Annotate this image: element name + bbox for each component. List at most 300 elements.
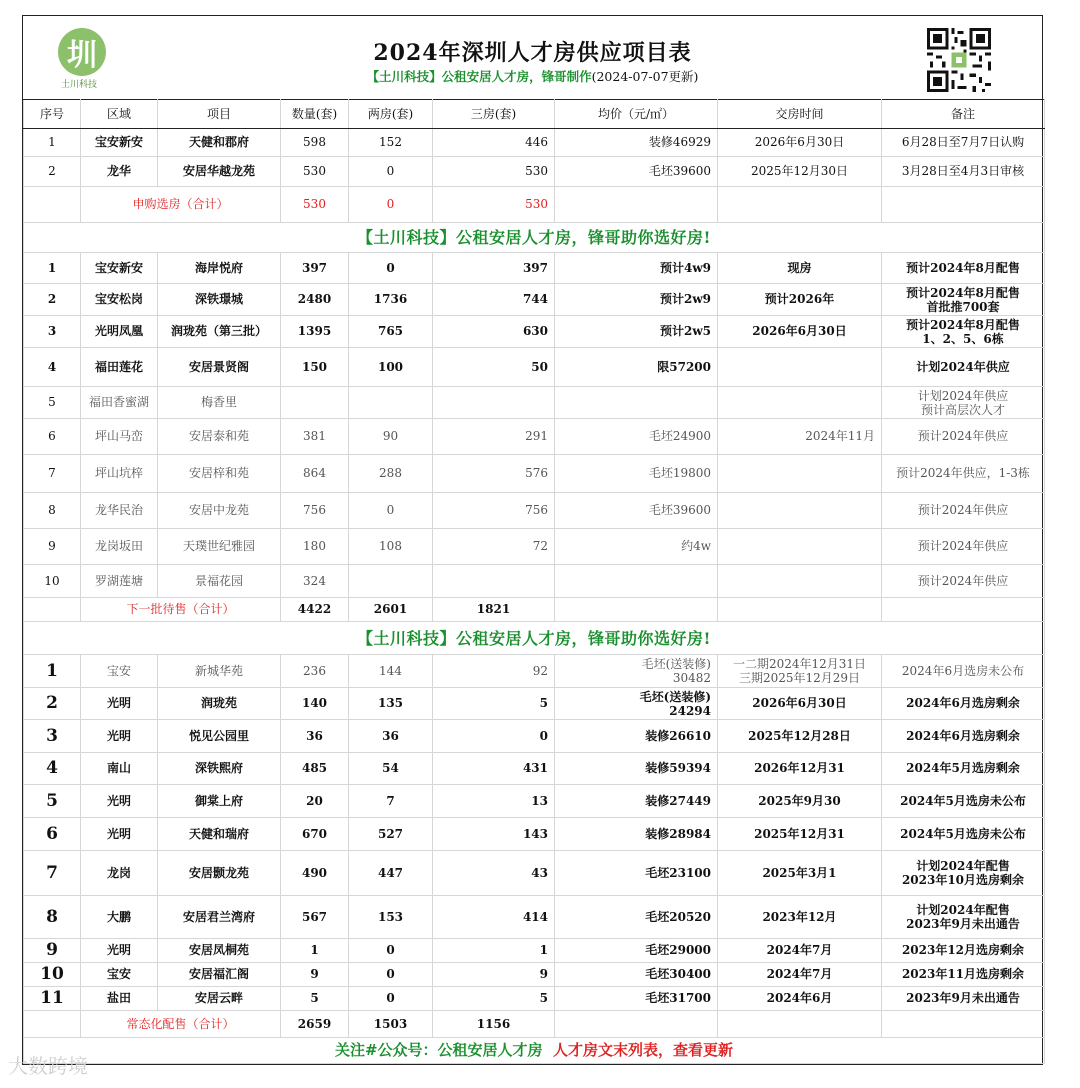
qr-code-icon (927, 28, 991, 92)
row-project: 新城华苑 (158, 655, 281, 688)
row-project: 安居颢龙苑 (158, 851, 281, 896)
row-two-room: 0 (349, 157, 433, 187)
row-qty: 670 (281, 818, 349, 851)
row-project: 御棠上府 (158, 785, 281, 818)
table-row (24, 129, 1045, 157)
row-three-room: 630 (433, 316, 555, 348)
row-three-room: 5 (433, 688, 555, 720)
row-price: 装修59394 (555, 753, 718, 785)
row-price-line1: 毛坯(送装修) (639, 689, 711, 704)
banner-text: 【土川科技】公租安居人才房，锋哥助你选好房! (24, 622, 1045, 655)
row-three-room: 744 (433, 284, 555, 316)
row-note-line2: 首批推700套 (926, 299, 1000, 314)
row-area: 光明 (81, 818, 158, 851)
footer-highlight: 人才房文末列表，查看更新 (553, 1041, 734, 1059)
row-price: 装修27449 (555, 785, 718, 818)
col-header-area: 区域 (81, 100, 158, 129)
row-two-room: 36 (349, 720, 433, 753)
row-delivery: 现房 (718, 253, 882, 284)
row-area: 福田香蜜湖 (81, 387, 158, 419)
row-two-room: 765 (349, 316, 433, 348)
table-row (24, 963, 1045, 987)
row-three-room: 43 (433, 851, 555, 896)
watermark: 大数跨境 (8, 1054, 88, 1078)
total-qty: 2659 (281, 1011, 349, 1038)
table-row (24, 753, 1045, 785)
row-area: 宝安 (81, 963, 158, 987)
row-note: 2023年11月选房剩余 (882, 963, 1045, 987)
row-note: 2024年5月选房未公布 (882, 785, 1045, 818)
row-two-room: 0 (349, 939, 433, 963)
row-no: 3 (24, 316, 81, 348)
row-no: 2 (24, 157, 81, 187)
row-price: 毛坯19800 (555, 455, 718, 493)
row-note (882, 284, 1045, 316)
row-qty: 1395 (281, 316, 349, 348)
row-note-line1: 计划2024年供应 (917, 388, 1009, 403)
subtitle-date: (2024-07-07更新) (591, 69, 699, 84)
row-no: 10 (24, 963, 81, 987)
row-area: 大鹏 (81, 896, 158, 939)
total-two-room: 0 (349, 187, 433, 223)
row-project: 深铁璟城 (158, 284, 281, 316)
table-row (24, 851, 1045, 896)
row-delivery: 2025年12月28日 (718, 720, 882, 753)
row-note (882, 316, 1045, 348)
total-label: 常态化配售（合计） (81, 1011, 281, 1038)
page-subtitle (23, 67, 1042, 85)
row-note-line2: 预计高层次人才 (920, 402, 1005, 417)
row-two-room: 288 (349, 455, 433, 493)
row-three-room: 92 (433, 655, 555, 688)
row-note: 2023年9月未出通告 (882, 987, 1045, 1011)
row-delivery (718, 529, 882, 565)
row-delivery: 2026年6月30日 (718, 316, 882, 348)
row-three-room (433, 565, 555, 598)
row-qty: 324 (281, 565, 349, 598)
row-note: 2024年6月选房未公布 (882, 655, 1045, 688)
row-area: 龙岗坂田 (81, 529, 158, 565)
row-project: 天璞世纪雅园 (158, 529, 281, 565)
total-empty (555, 598, 718, 622)
row-area: 南山 (81, 753, 158, 785)
table-row (24, 688, 1045, 720)
row-area: 宝安松岗 (81, 284, 158, 316)
row-area: 宝安 (81, 655, 158, 688)
row-note (882, 896, 1045, 939)
table-row (24, 785, 1045, 818)
row-qty: 9 (281, 963, 349, 987)
row-three-room: 143 (433, 818, 555, 851)
row-delivery (718, 348, 882, 387)
table-row (24, 565, 1045, 598)
col-header-two-room: 两房(套) (349, 100, 433, 129)
row-delivery: 2024年11月 (718, 419, 882, 455)
row-qty: 36 (281, 720, 349, 753)
row-three-room: 576 (433, 455, 555, 493)
row-price: 毛坯30400 (555, 963, 718, 987)
row-price: 装修26610 (555, 720, 718, 753)
table-row (24, 493, 1045, 529)
row-no: 11 (24, 987, 81, 1011)
row-delivery: 2026年6月30日 (718, 688, 882, 720)
row-no: 8 (24, 896, 81, 939)
row-two-room: 135 (349, 688, 433, 720)
row-note-line2: 2023年10月选房剩余 (901, 873, 1025, 887)
row-qty: 864 (281, 455, 349, 493)
col-header-delivery: 交房时间 (718, 100, 882, 129)
row-two-room (349, 565, 433, 598)
col-header-qty: 数量(套) (281, 100, 349, 129)
total-empty (718, 1011, 882, 1038)
row-qty: 2480 (281, 284, 349, 316)
total-three-room: 1156 (433, 1011, 555, 1038)
table-row (24, 896, 1045, 939)
section-banner-1 (24, 223, 1045, 253)
row-project: 景福花园 (158, 565, 281, 598)
row-note: 6月28日至7月7日认购 (882, 129, 1045, 157)
row-price (555, 688, 718, 720)
table-row (24, 818, 1045, 851)
row-project: 安居景贤阁 (158, 348, 281, 387)
section-regular-sale (24, 655, 1045, 1038)
row-no: 8 (24, 493, 81, 529)
col-header-no: 序号 (24, 100, 81, 129)
row-qty: 485 (281, 753, 349, 785)
row-three-room: 0 (433, 720, 555, 753)
row-three-room: 756 (433, 493, 555, 529)
row-two-room: 54 (349, 753, 433, 785)
row-note (882, 387, 1045, 419)
row-delivery: 2023年12月 (718, 896, 882, 939)
row-delivery: 2026年12月31 (718, 753, 882, 785)
row-project: 安居中龙苑 (158, 493, 281, 529)
row-three-room: 397 (433, 253, 555, 284)
total-spacer (24, 1011, 81, 1038)
row-two-room: 447 (349, 851, 433, 896)
total-label: 下一批待售（合计） (81, 598, 281, 622)
row-price: 毛坯39600 (555, 157, 718, 187)
table-row (24, 253, 1045, 284)
table-row (24, 455, 1045, 493)
row-no: 2 (24, 284, 81, 316)
row-area: 光明 (81, 688, 158, 720)
row-price: 约4w (555, 529, 718, 565)
row-note: 预计2024年供应，1-3栋 (882, 455, 1045, 493)
row-qty: 140 (281, 688, 349, 720)
row-delivery (718, 493, 882, 529)
total-spacer (24, 187, 81, 223)
row-area: 龙岗 (81, 851, 158, 896)
section-upcoming (24, 253, 1045, 622)
row-qty: 756 (281, 493, 349, 529)
row-no: 7 (24, 851, 81, 896)
col-header-three-room: 三房(套) (433, 100, 555, 129)
row-qty: 567 (281, 896, 349, 939)
row-delivery: 2025年12月30日 (718, 157, 882, 187)
footer-note (24, 1038, 1045, 1064)
row-qty: 180 (281, 529, 349, 565)
total-row (24, 1011, 1045, 1038)
row-area: 福田莲花 (81, 348, 158, 387)
row-note-line1: 计划2024年配售 (916, 859, 1010, 873)
table-row (24, 939, 1045, 963)
row-note-line1: 预计2024年8月配售 (906, 317, 1020, 332)
row-two-room: 0 (349, 987, 433, 1011)
row-price-line1: 毛坯(送装修) (641, 657, 711, 671)
row-delivery: 2025年3月1 (718, 851, 882, 896)
row-area: 坪山马峦 (81, 419, 158, 455)
row-delivery: 2025年12月31 (718, 818, 882, 851)
row-qty: 5 (281, 987, 349, 1011)
row-note (882, 851, 1045, 896)
row-note: 预计2024年供应 (882, 565, 1045, 598)
row-no: 4 (24, 348, 81, 387)
row-price: 毛坯23100 (555, 851, 718, 896)
row-note-line1: 预计2024年8月配售 (906, 285, 1020, 300)
row-project: 天健和瑞府 (158, 818, 281, 851)
row-delivery: 预计2026年 (718, 284, 882, 316)
table-row (24, 387, 1045, 419)
row-price: 预计4w9 (555, 253, 718, 284)
row-note-line1: 计划2024年配售 (916, 903, 1010, 917)
row-price-line2: 30482 (672, 671, 711, 685)
row-area: 龙华 (81, 157, 158, 187)
table-row (24, 720, 1045, 753)
row-area: 宝安新安 (81, 253, 158, 284)
total-qty: 530 (281, 187, 349, 223)
row-project: 海岸悦府 (158, 253, 281, 284)
table-row (24, 157, 1045, 187)
row-price-line2: 24294 (669, 703, 711, 718)
row-three-room: 414 (433, 896, 555, 939)
row-price: 预计2w9 (555, 284, 718, 316)
row-price: 毛坯20520 (555, 896, 718, 939)
row-three-room: 72 (433, 529, 555, 565)
row-note: 2024年5月选房未公布 (882, 818, 1045, 851)
row-area: 罗湖莲塘 (81, 565, 158, 598)
row-three-room: 291 (433, 419, 555, 455)
row-no: 9 (24, 529, 81, 565)
row-no: 6 (24, 419, 81, 455)
table-header-row (24, 100, 1045, 129)
total-empty (555, 1011, 718, 1038)
row-two-room: 0 (349, 253, 433, 284)
row-price (555, 565, 718, 598)
total-three-room: 1821 (433, 598, 555, 622)
row-price: 限57200 (555, 348, 718, 387)
row-delivery-line2: 三期2025年12月29日 (738, 671, 861, 685)
row-delivery: 2024年7月 (718, 963, 882, 987)
row-no: 10 (24, 565, 81, 598)
row-note: 2024年6月选房剩余 (882, 720, 1045, 753)
row-project: 安居福汇阁 (158, 963, 281, 987)
row-two-room: 0 (349, 493, 433, 529)
row-delivery-line1: 一二期2024年12月31日 (732, 657, 867, 671)
row-qty (281, 387, 349, 419)
col-header-project: 项目 (158, 100, 281, 129)
row-price: 毛坯24900 (555, 419, 718, 455)
row-note: 预计2024年供应 (882, 419, 1045, 455)
row-note: 计划2024年供应 (882, 348, 1045, 387)
row-project: 安居云畔 (158, 987, 281, 1011)
row-qty: 381 (281, 419, 349, 455)
row-two-room: 0 (349, 963, 433, 987)
header (23, 16, 1042, 99)
row-qty: 1 (281, 939, 349, 963)
logo-icon: 圳 (58, 28, 106, 76)
row-no: 5 (24, 387, 81, 419)
row-no: 9 (24, 939, 81, 963)
row-area: 龙华民治 (81, 493, 158, 529)
row-three-room: 5 (433, 987, 555, 1011)
row-three-room: 50 (433, 348, 555, 387)
table-row (24, 655, 1045, 688)
row-project: 润珑苑（第三批） (158, 316, 281, 348)
housing-supply-table (23, 99, 1045, 1064)
row-area: 坪山坑梓 (81, 455, 158, 493)
row-area: 盐田 (81, 987, 158, 1011)
row-area: 光明 (81, 939, 158, 963)
row-no: 1 (24, 129, 81, 157)
row-three-room: 13 (433, 785, 555, 818)
row-two-room: 90 (349, 419, 433, 455)
total-label: 申购选房（合计） (81, 187, 281, 223)
table-row (24, 529, 1045, 565)
row-three-room: 1 (433, 939, 555, 963)
row-project: 润珑苑 (158, 688, 281, 720)
section-open-sale (24, 129, 1045, 223)
total-empty (718, 187, 882, 223)
page-title: 2024年深圳人才房供应项目表 (373, 40, 692, 66)
row-note: 预计2024年供应 (882, 529, 1045, 565)
row-note: 预计2024年8月配售 (882, 253, 1045, 284)
row-project: 安居君兰湾府 (158, 896, 281, 939)
total-empty (555, 187, 718, 223)
row-no: 2 (24, 688, 81, 720)
row-note-line2: 2023年9月未出通告 (906, 917, 1020, 931)
row-project: 安居泰和苑 (158, 419, 281, 455)
row-note: 2023年12月选房剩余 (882, 939, 1045, 963)
row-two-room: 152 (349, 129, 433, 157)
row-no: 5 (24, 785, 81, 818)
table-row (24, 987, 1045, 1011)
total-row (24, 598, 1045, 622)
row-project: 深铁熙府 (158, 753, 281, 785)
row-no: 7 (24, 455, 81, 493)
row-project: 悦见公园里 (158, 720, 281, 753)
row-qty: 530 (281, 157, 349, 187)
row-price: 毛坯29000 (555, 939, 718, 963)
row-two-room: 144 (349, 655, 433, 688)
table-row (24, 284, 1045, 316)
total-qty: 4422 (281, 598, 349, 622)
row-qty: 236 (281, 655, 349, 688)
total-spacer (24, 598, 81, 622)
banner-text: 【土川科技】公租安居人才房，锋哥助你选好房! (24, 223, 1045, 253)
total-empty (882, 187, 1045, 223)
row-two-room: 100 (349, 348, 433, 387)
row-project: 安居华越龙苑 (158, 157, 281, 187)
row-qty: 150 (281, 348, 349, 387)
row-no: 3 (24, 720, 81, 753)
col-header-note: 备注 (882, 100, 1045, 129)
subtitle-brand: 【土川科技】公租安居人才房，锋哥制作 (366, 69, 592, 84)
total-two-room: 2601 (349, 598, 433, 622)
row-two-room (349, 387, 433, 419)
row-delivery (718, 565, 882, 598)
row-two-room: 7 (349, 785, 433, 818)
row-qty: 397 (281, 253, 349, 284)
row-two-room: 527 (349, 818, 433, 851)
row-two-room: 1736 (349, 284, 433, 316)
row-area: 光明凤凰 (81, 316, 158, 348)
row-delivery (718, 655, 882, 688)
total-empty (718, 598, 882, 622)
row-price: 装修46929 (555, 129, 718, 157)
row-price: 预计2w5 (555, 316, 718, 348)
row-area: 光明 (81, 785, 158, 818)
footer-prefix: 关注#公众号：公租安居人才房 (334, 1041, 543, 1059)
total-empty (882, 598, 1045, 622)
row-two-room: 108 (349, 529, 433, 565)
row-note: 3月28日至4月3日审核 (882, 157, 1045, 187)
row-no: 1 (24, 253, 81, 284)
footer-section (24, 1038, 1045, 1064)
row-no: 1 (24, 655, 81, 688)
row-price: 毛坯39600 (555, 493, 718, 529)
table-row (24, 419, 1045, 455)
row-area: 宝安新安 (81, 129, 158, 157)
row-qty: 598 (281, 129, 349, 157)
row-project: 安居梓和苑 (158, 455, 281, 493)
row-price: 装修28984 (555, 818, 718, 851)
total-two-room: 1503 (349, 1011, 433, 1038)
row-no: 4 (24, 753, 81, 785)
document-frame (22, 15, 1043, 1065)
row-price (555, 655, 718, 688)
row-three-room: 431 (433, 753, 555, 785)
row-delivery: 2024年6月 (718, 987, 882, 1011)
row-project: 梅香里 (158, 387, 281, 419)
row-price: 毛坯31700 (555, 987, 718, 1011)
row-project: 安居凤桐苑 (158, 939, 281, 963)
logo-text: 土川科技 (61, 80, 98, 90)
total-three-room: 530 (433, 187, 555, 223)
row-qty: 490 (281, 851, 349, 896)
row-delivery: 2025年9月30 (718, 785, 882, 818)
row-delivery: 2024年7月 (718, 939, 882, 963)
row-delivery (718, 387, 882, 419)
row-note: 2024年5月选房剩余 (882, 753, 1045, 785)
row-note: 预计2024年供应 (882, 493, 1045, 529)
row-three-room: 9 (433, 963, 555, 987)
row-price (555, 387, 718, 419)
col-header-price: 均价（元/㎡） (555, 100, 718, 129)
row-note: 2024年6月选房剩余 (882, 688, 1045, 720)
row-delivery (718, 455, 882, 493)
table-row (24, 316, 1045, 348)
row-no: 6 (24, 818, 81, 851)
row-project: 天健和郡府 (158, 129, 281, 157)
row-note-line2: 1、2、5、6栋 (922, 331, 1004, 346)
row-area: 光明 (81, 720, 158, 753)
row-delivery: 2026年6月30日 (718, 129, 882, 157)
row-three-room (433, 387, 555, 419)
row-two-room: 153 (349, 896, 433, 939)
row-three-room: 446 (433, 129, 555, 157)
row-qty: 20 (281, 785, 349, 818)
